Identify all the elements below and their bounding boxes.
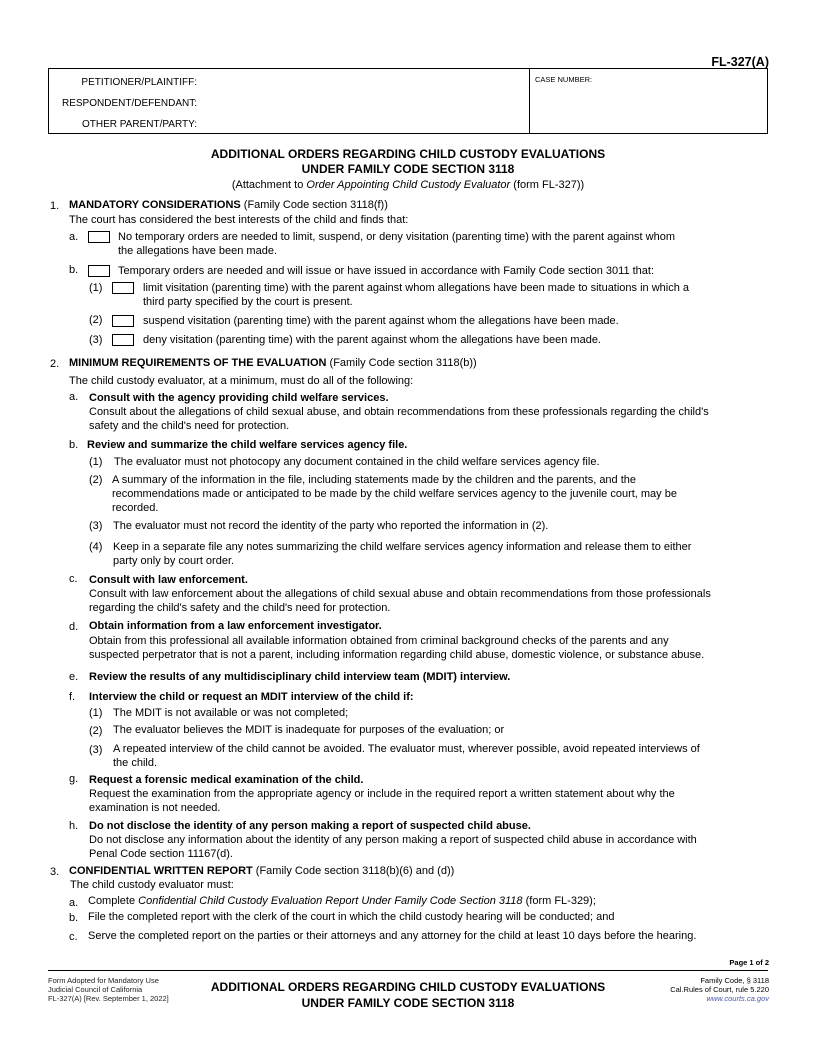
attach-post: (form FL-327)) bbox=[510, 179, 585, 191]
s2-b2-label: (2) bbox=[89, 474, 103, 486]
s2-c-line1: Consult with law enforcement about the allegations of child sexual abuse and obtain recommendations from those professionals bbox=[89, 588, 711, 600]
title-line2: UNDER FAMILY CODE SECTION 3118 bbox=[301, 162, 515, 176]
s3-a-italic: Confidential Child Custody Evaluation Report Under Family Code Section 3118 bbox=[138, 895, 523, 907]
s1-a-line2: the allegations have been made. bbox=[118, 245, 278, 257]
s3-b-text: File the completed report with the clerk of the court in which the child custody hearing will be conducted; and bbox=[88, 911, 615, 923]
s3-b-label: b. bbox=[69, 912, 79, 924]
s1-intro: The court has considered the best interests of the child and finds that: bbox=[69, 214, 409, 226]
s2-heading-ref: (Family Code section 3118(b)) bbox=[326, 357, 477, 369]
s2-h-line1: Do not disclose any information about the identity of any person making a report of suspected child abuse in accordance with bbox=[89, 834, 697, 846]
footer-left-1: Form Adopted for Mandatory Use bbox=[48, 976, 159, 985]
s2-b4-line2: party only by court order. bbox=[113, 555, 235, 567]
s2-b-label: b. bbox=[69, 439, 79, 451]
s2-g-line2: examination is not needed. bbox=[89, 802, 221, 814]
attach-pre: (Attachment to bbox=[231, 179, 307, 191]
s2-c-head: Consult with law enforcement. bbox=[89, 574, 248, 586]
s3-c-text: Serve the completed report on the parties or their attorneys and any attorney for the child at least 10 days before the hearing. bbox=[88, 930, 697, 942]
footer-title-1: ADDITIONAL ORDERS REGARDING CHILD CUSTODY EVALUATIONS bbox=[210, 980, 606, 994]
s2-d-head: Obtain information from a law enforcement investigator. bbox=[89, 620, 382, 632]
s2-number: 2. bbox=[50, 358, 60, 370]
s1-b1-line2: third party specified by the court is present. bbox=[143, 296, 353, 308]
respondent-label: RESPONDENT/DEFENDANT: bbox=[61, 98, 197, 109]
s2-f-head: Interview the child or request an MDIT interview of the child if: bbox=[89, 691, 414, 703]
s3-a-pre: Complete bbox=[88, 895, 139, 907]
footer-right-1: Family Code, § 3118 bbox=[700, 976, 769, 985]
s1-heading-text: MANDATORY CONSIDERATIONS bbox=[69, 199, 241, 211]
attachment-note bbox=[0, 179, 816, 191]
s2-h-line2: Penal Code section 11167(d). bbox=[89, 848, 233, 860]
footer-right-2: Cal.Rules of Court, rule 5.220 bbox=[670, 985, 769, 994]
s2-a-head: Consult with the agency providing child welfare services. bbox=[89, 392, 389, 404]
s2-b3-label: (3) bbox=[89, 520, 103, 532]
s1-b-checkbox[interactable] bbox=[88, 265, 110, 277]
s2-b-head: Review and summarize the child welfare services agency file. bbox=[87, 439, 408, 451]
s1-b1-label: (1) bbox=[89, 282, 103, 294]
s2-g-head: Request a forensic medical examination of the child. bbox=[89, 774, 364, 786]
attach-italic: Order Appointing Child Custody Evaluator bbox=[306, 179, 511, 191]
s3-intro: The child custody evaluator must: bbox=[70, 879, 234, 891]
s2-f1-text: The MDIT is not available or was not completed; bbox=[113, 707, 349, 719]
s3-c-label: c. bbox=[69, 931, 78, 943]
s2-g-line1: Request the examination from the appropriate agency or include in the required report a written statement about why the bbox=[89, 788, 675, 800]
s2-heading-text: MINIMUM REQUIREMENTS OF THE EVALUATION bbox=[69, 357, 327, 369]
footer-left-2: Judicial Council of California bbox=[48, 985, 143, 994]
s1-b2-label: (2) bbox=[89, 314, 103, 326]
s2-f3-label: (3) bbox=[89, 744, 103, 756]
footer-right bbox=[670, 976, 769, 1003]
s1-b1-line1: limit visitation (parenting time) with the parent against whom allegations have been made to situations in which a bbox=[143, 282, 690, 294]
s2-e-head: Review the results of any multidisciplinary child interview team (MDIT) interview. bbox=[89, 671, 511, 683]
s2-f3-line1: A repeated interview of the child cannot be avoided. The evaluator must, wherever possible, avoid repeated interviews of bbox=[113, 743, 700, 755]
s2-f1-label: (1) bbox=[89, 707, 103, 719]
s2-e-label: e. bbox=[69, 671, 79, 683]
s3-heading-text: CONFIDENTIAL WRITTEN REPORT bbox=[69, 865, 253, 877]
s2-d-line1: Obtain from this professional all available information obtained from criminal background checks of the parents and any bbox=[89, 635, 669, 647]
s1-a-line1: No temporary orders are needed to limit, suspend, or deny visitation (parenting time) with the parent against whom bbox=[118, 231, 676, 243]
s1-a-label: a. bbox=[69, 231, 79, 243]
s2-h-label: h. bbox=[69, 820, 79, 832]
s2-f2-label: (2) bbox=[89, 725, 103, 737]
s2-c-line2: regarding the child's safety and the child's need for protection. bbox=[89, 602, 391, 614]
s3-heading bbox=[69, 864, 454, 878]
s1-number: 1. bbox=[50, 200, 60, 212]
form-number: FL-327(A) bbox=[711, 55, 769, 69]
s3-a-post: (form FL-329); bbox=[522, 895, 596, 907]
s1-b1-checkbox[interactable] bbox=[112, 282, 134, 294]
s2-f-label: f. bbox=[69, 691, 76, 703]
s3-heading-ref: (Family Code section 3118(b)(6) and (d)) bbox=[252, 865, 455, 877]
s2-d-line2: suspected perpetrator that is not a parent, including information regarding child abuse, domestic violence, or substance abuse. bbox=[89, 649, 705, 661]
case-number-area[interactable] bbox=[529, 69, 767, 133]
footer-left-3: FL-327(A) [Rev. September 1, 2022] bbox=[48, 994, 169, 1003]
s2-b2-line3: recorded. bbox=[112, 502, 159, 514]
s2-b3-text: The evaluator must not record the identity of the party who reported the information in (2). bbox=[113, 520, 549, 532]
footer-title-2: UNDER FAMILY CODE SECTION 3118 bbox=[301, 996, 515, 1010]
s2-h-head: Do not disclose the identity of any person making a report of suspected child abuse. bbox=[89, 820, 531, 832]
s2-a-line1: Consult about the allegations of child sexual abuse, and obtain recommendations from these professionals regarding the child's bbox=[89, 406, 709, 418]
s1-b3-label: (3) bbox=[89, 334, 103, 346]
s1-b-label: b. bbox=[69, 264, 79, 276]
s2-f2-text: The evaluator believes the MDIT is inadequate for purposes of the evaluation; or bbox=[113, 724, 505, 736]
s1-b-text: Temporary orders are needed and will issue or have issued in accordance with Family Code section 3011 that: bbox=[118, 265, 655, 277]
petitioner-label: PETITIONER/PLAINTIFF: bbox=[81, 77, 197, 88]
s3-number: 3. bbox=[50, 866, 60, 878]
s1-b2-text: suspend visitation (parenting time) with the parent against whom the allegations have been made. bbox=[143, 315, 619, 327]
footer-divider bbox=[48, 970, 768, 971]
s2-heading bbox=[69, 356, 477, 370]
s1-b3-checkbox[interactable] bbox=[112, 334, 134, 346]
s2-d-label: d. bbox=[69, 621, 79, 633]
s3-a-label: a. bbox=[69, 897, 79, 909]
s2-a-line2: safety and the child's need for protection. bbox=[89, 420, 290, 432]
s1-heading-ref: (Family Code section 3118(f)) bbox=[240, 199, 388, 211]
s1-heading bbox=[69, 198, 388, 212]
s2-b2-line1: A summary of the information in the file, including statements made by the children and the parents, and the bbox=[112, 474, 637, 486]
s2-c-label: c. bbox=[69, 573, 78, 585]
party-names-area bbox=[49, 69, 530, 133]
s2-g-label: g. bbox=[69, 773, 79, 785]
s2-intro: The child custody evaluator, at a minimum, must do all of the following: bbox=[69, 375, 414, 387]
s2-a-label: a. bbox=[69, 391, 79, 403]
s2-b2-line2: recommendations made or anticipated to be made by the child welfare services agency to the juvenile court, may be bbox=[112, 488, 677, 500]
caption-box bbox=[48, 68, 768, 134]
s2-b4-line1: Keep in a separate file any notes summarizing the child welfare services agency information and release them to either bbox=[113, 541, 692, 553]
title-line1: ADDITIONAL ORDERS REGARDING CHILD CUSTODY EVALUATIONS bbox=[210, 147, 606, 161]
s1-b2-checkbox[interactable] bbox=[112, 315, 134, 327]
s2-b1-text: The evaluator must not photocopy any document contained in the child welfare services agency file. bbox=[114, 456, 600, 468]
courts-website-link[interactable]: www.courts.ca.gov bbox=[706, 994, 769, 1003]
s1-a-checkbox[interactable] bbox=[88, 231, 110, 243]
other-parent-label: OTHER PARENT/PARTY: bbox=[81, 119, 197, 130]
s2-b4-label: (4) bbox=[89, 541, 103, 553]
form-title bbox=[0, 147, 816, 177]
s3-a-text bbox=[88, 894, 596, 908]
case-number-label: CASE NUMBER: bbox=[535, 75, 593, 84]
s2-b1-label: (1) bbox=[89, 456, 103, 468]
page-number: Page 1 of 2 bbox=[729, 958, 769, 967]
s1-b3-text: deny visitation (parenting time) with the parent against whom the allegations have been made. bbox=[143, 334, 601, 346]
s2-f3-line2: the child. bbox=[113, 757, 158, 769]
